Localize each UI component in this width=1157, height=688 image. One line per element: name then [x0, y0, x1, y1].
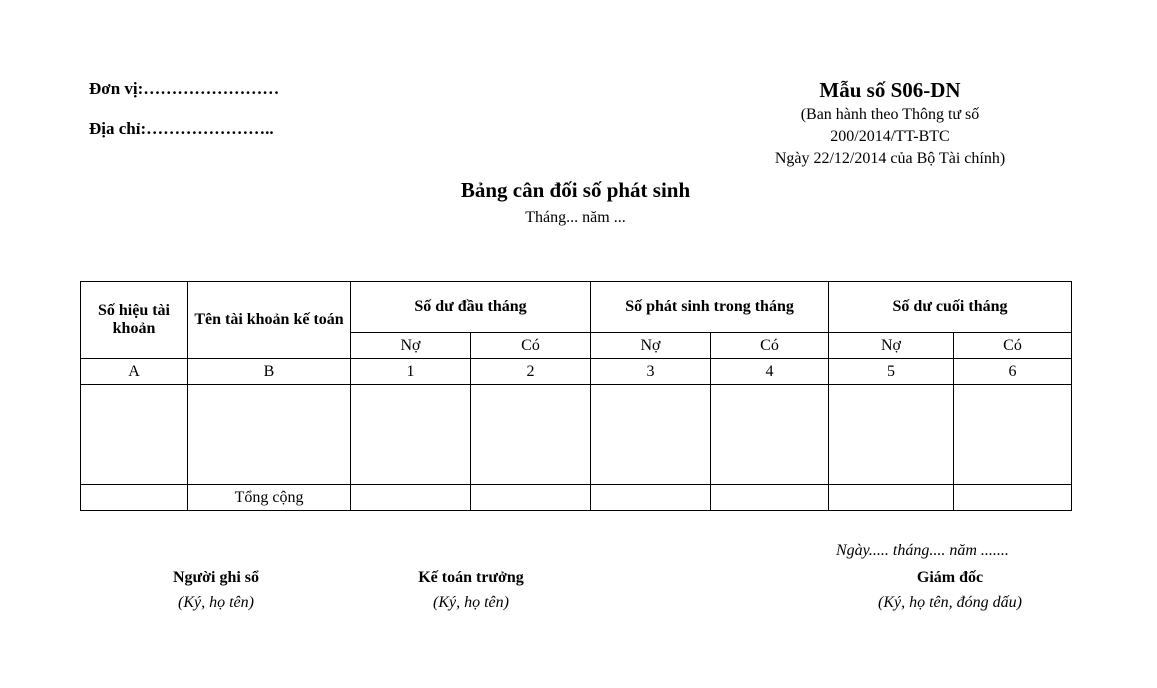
signature-recorder	[116, 565, 316, 615]
column-index: 3	[591, 359, 711, 385]
column-index: 5	[829, 359, 954, 385]
table-cell	[188, 385, 351, 485]
column-index: 1	[351, 359, 471, 385]
document-title: Bảng cân đối số phát sinh	[460, 178, 691, 202]
trial-balance-table	[80, 281, 1072, 511]
table-cell	[351, 385, 471, 485]
form-code: Mẫu số S06-DN	[819, 78, 961, 102]
header-opening-credit: Có	[471, 333, 591, 359]
header-account-name: Tên tài khoản kế toán	[188, 282, 351, 359]
header-movement-credit: Có	[711, 333, 829, 359]
total-row	[81, 485, 1072, 511]
chief-accountant-note: (Ký, họ tên)	[433, 594, 509, 611]
column-index: 4	[711, 359, 829, 385]
chief-accountant-title: Kế toán trưởng	[418, 569, 524, 586]
form-note-line-1: (Ban hành theo Thông tư số	[800, 106, 980, 123]
column-index-row	[81, 359, 1072, 385]
table-cell	[471, 385, 591, 485]
signature-chief-accountant	[371, 565, 571, 615]
table-cell	[829, 485, 954, 511]
column-index: A	[81, 359, 188, 385]
header-opening-balance: Số dư đầu tháng	[351, 282, 591, 333]
form-reference-block	[730, 76, 1050, 170]
table-cell	[954, 485, 1072, 511]
header-opening-debit: Nợ	[351, 333, 471, 359]
recorder-note: (Ký, họ tên)	[178, 594, 254, 611]
table-cell	[711, 485, 829, 511]
table-cell	[81, 385, 188, 485]
column-index: 6	[954, 359, 1072, 385]
recorder-title: Người ghi sổ	[172, 569, 260, 586]
table-cell	[591, 485, 711, 511]
column-index: 2	[471, 359, 591, 385]
form-note-line-2: 200/2014/TT-BTC	[830, 128, 950, 145]
header-period-movement: Số phát sinh trong tháng	[591, 282, 829, 333]
form-note-line-3: Ngày 22/12/2014 của Bộ Tài chính)	[774, 150, 1006, 167]
column-index: B	[188, 359, 351, 385]
table-cell	[351, 485, 471, 511]
table-cell	[954, 385, 1072, 485]
signature-date-line: Ngày..... tháng.... năm .......	[836, 542, 1009, 559]
table-row	[81, 385, 1072, 485]
table-cell	[591, 385, 711, 485]
unit-field: Đơn vị:……………………	[89, 79, 280, 98]
table-cell	[711, 385, 829, 485]
header-movement-debit: Nợ	[591, 333, 711, 359]
table-cell	[81, 485, 188, 511]
director-note: (Ký, họ tên, đóng dấu)	[878, 594, 1022, 611]
header-closing-credit: Có	[954, 333, 1072, 359]
table-cell	[829, 385, 954, 485]
total-label: Tổng cộng	[188, 485, 351, 511]
address-field: Địa chỉ:…………………..	[89, 119, 274, 138]
document-period: Tháng... năm ...	[525, 209, 626, 226]
header-closing-debit: Nợ	[829, 333, 954, 359]
signature-director	[845, 565, 1055, 615]
table-cell	[471, 485, 591, 511]
header-closing-balance: Số dư cuối tháng	[829, 282, 1072, 333]
director-title: Giám đốc	[916, 569, 984, 586]
header-account-number: Số hiệu tài khoản	[81, 282, 188, 359]
